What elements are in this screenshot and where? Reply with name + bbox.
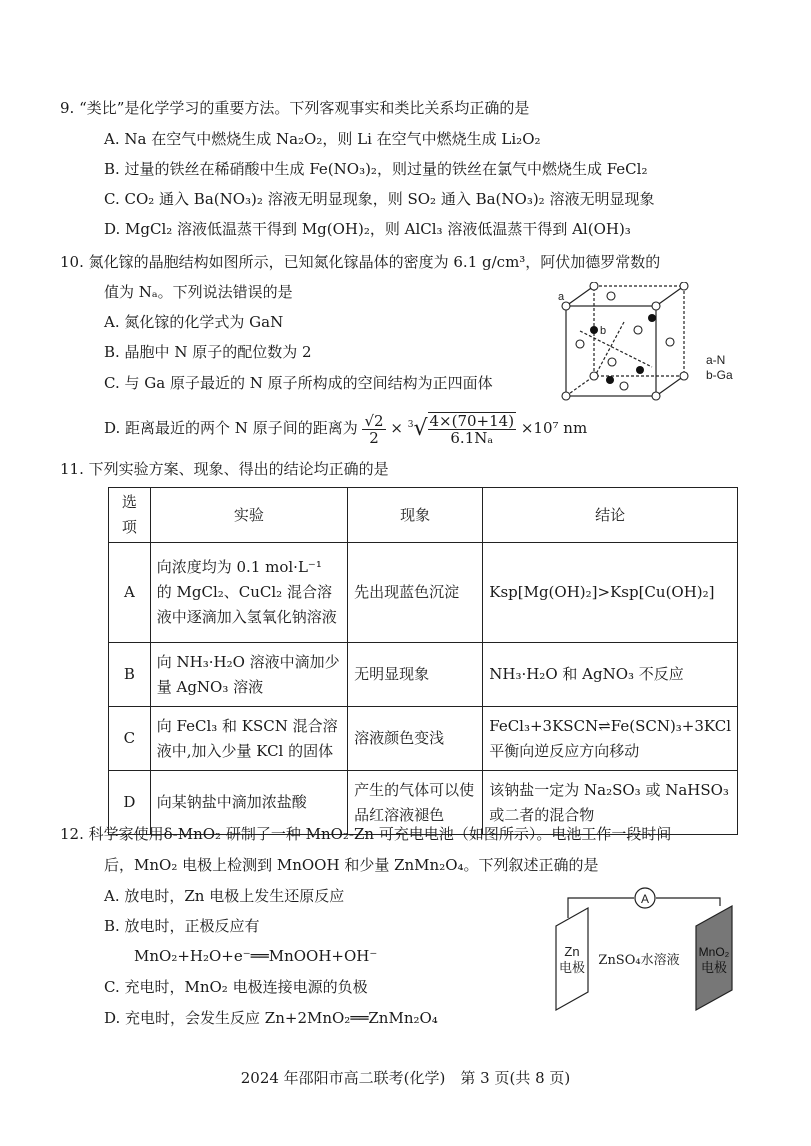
q10-d-root-num: 4×(70+14) xyxy=(429,412,515,430)
q10-d-fraction xyxy=(362,413,385,446)
crystal-cell-figure xyxy=(556,282,756,402)
q10-stem-line1: 10. 氮化镓的晶胞结构如图所示，已知氮化镓晶体的密度为 6.1 g/cm³，阿伏加德罗常数的 xyxy=(60,253,661,271)
table-row xyxy=(109,643,738,707)
table-row xyxy=(109,707,738,771)
q10-option-b: B. 晶胞中 N 原子的配位数为 2 xyxy=(104,343,312,361)
row-experiment: 向浓度均为 0.1 mol·L⁻¹ 的 MgCl₂、CuCl₂ 混合溶液中逐滴加入氢氧化钠溶液 xyxy=(150,543,347,643)
row-experiment: 向 NH₃·H₂O 溶液中滴加少量 AgNO₃ 溶液 xyxy=(150,643,347,707)
q10-option-d xyxy=(104,410,587,447)
q10-d-root-index: 3 xyxy=(407,420,414,430)
row-option: C xyxy=(109,707,151,771)
table-header-row xyxy=(109,488,738,543)
q12-stem-line2: 后，MnO₂ 电极上检测到 MnOOH 和少量 ZnMn₂O₄。下列叙述正确的是 xyxy=(104,856,599,874)
radical-sign-icon: √ xyxy=(413,416,428,441)
fig-label-a: a xyxy=(558,291,565,303)
q12-option-b: B. 放电时，正极反应有 xyxy=(104,917,260,935)
row-phenomenon: 溶液颜色变浅 xyxy=(348,707,483,771)
row-experiment: 向 FeCl₃ 和 KSCN 混合溶液中,加入少量 KCl 的固体 xyxy=(150,707,347,771)
solution-label: ZnSO₄水溶液 xyxy=(598,953,680,968)
header-option: 选项 xyxy=(109,488,151,543)
row-phenomenon: 产生的气体可以使品红溶液褪色 xyxy=(348,771,483,835)
q10-d-frac-den: 2 xyxy=(369,428,379,447)
ammeter-label: A xyxy=(640,892,650,906)
experiment-table xyxy=(108,487,738,835)
row-conclusion: FeCl₃+3KSCN⇌Fe(SCN)₃+3KCl 平衡向逆反应方向移动 xyxy=(483,707,738,771)
q9-stem: 9. “类比”是化学学习的重要方法。下列客观事实和类比关系均正确的是 xyxy=(60,99,530,117)
header-experiment: 实验 xyxy=(150,488,347,543)
row-phenomenon: 先出现蓝色沉淀 xyxy=(348,543,483,643)
row-experiment: 向某钠盐中滴加浓盐酸 xyxy=(150,771,347,835)
q9-option-d: D. MgCl₂ 溶液低温蒸干得到 Mg(OH)₂，则 AlCl₃ 溶液低温蒸干得到 Al(OH)₃ xyxy=(104,220,631,238)
q10-option-c: C. 与 Ga 原子最近的 N 原子所构成的空间结构为正四面体 xyxy=(104,374,493,392)
header-conclusion: 结论 xyxy=(483,488,738,543)
q9-option-a: A. Na 在空气中燃烧生成 Na₂O₂，则 Li 在空气中燃烧生成 Li₂O₂ xyxy=(104,130,541,148)
zn-electrode-label: 电极 xyxy=(558,961,586,976)
zn-label: Zn xyxy=(564,944,580,959)
mno2-label: MnO₂ xyxy=(698,945,730,959)
q12-option-b-equation: MnO₂+H₂O+e⁻══MnOOH+OH⁻ xyxy=(134,947,378,965)
q10-stem-line2: 值为 Nₐ。下列说法错误的是 xyxy=(104,283,293,301)
fig-label-b: b xyxy=(600,325,607,337)
row-conclusion: Ksp[Mg(OH)₂]>Ksp[Cu(OH)₂] xyxy=(483,543,738,643)
row-conclusion: 该钠盐一定为 Na₂SO₃ 或 NaHSO₃ 或二者的混合物 xyxy=(483,771,738,835)
q12-option-d: D. 充电时，会发生反应 Zn+2MnO₂══ZnMn₂O₄ xyxy=(104,1009,438,1027)
q10-option-a: A. 氮化镓的化学式为 GaN xyxy=(104,313,284,331)
row-phenomenon: 无明显现象 xyxy=(348,643,483,707)
legend-b-ga: b-Ga xyxy=(706,368,733,382)
q12-option-a: A. 放电时，Zn 电极上发生还原反应 xyxy=(104,887,345,905)
legend-a-n: a-N xyxy=(706,353,726,367)
mno2-electrode-label: 电极 xyxy=(700,961,728,976)
q10-d-times: × xyxy=(390,419,403,437)
page-footer: 2024 年邵阳市高二联考(化学) 第 3 页(共 8 页) xyxy=(240,1069,571,1087)
q9-option-b: B. 过量的铁丝在稀硝酸中生成 Fe(NO₃)₂，则过量的铁丝在氯气中燃烧生成 FeCl₂ xyxy=(104,160,648,178)
q10-d-root-den: 6.1Nₐ xyxy=(450,429,494,447)
row-option: A xyxy=(109,543,151,643)
q10-d-frac-num: √2 xyxy=(364,411,384,430)
q12-stem-line1: 12. 科学家使用δ-MnO₂ 研制了一种 MnO₂-Zn 可充电电池（如图所示）。电池工作一段时间 xyxy=(60,825,672,843)
q10-d-prefix: D. 距离最近的两个 N 原子间的距离为 xyxy=(104,419,358,437)
zn-electrode xyxy=(556,908,588,1010)
q11-stem: 11. 下列实验方案、现象、得出的结论均正确的是 xyxy=(60,460,389,478)
battery-figure xyxy=(552,884,742,1014)
q9-option-c: C. CO₂ 通入 Ba(NO₃)₂ 溶液无明显现象，则 SO₂ 通入 Ba(NO₃)₂ 溶液无明显现象 xyxy=(104,190,655,208)
q10-d-suffix: ×10⁷ nm xyxy=(520,419,588,437)
table-row xyxy=(109,543,738,643)
row-option: D xyxy=(109,771,151,835)
row-option: B xyxy=(109,643,151,707)
header-phenomenon: 现象 xyxy=(348,488,483,543)
q12-option-c: C. 充电时，MnO₂ 电极连接电源的负极 xyxy=(104,978,368,996)
row-conclusion: NH₃·H₂O 和 AgNO₃ 不反应 xyxy=(483,643,738,707)
q10-d-root-fraction xyxy=(428,412,517,446)
